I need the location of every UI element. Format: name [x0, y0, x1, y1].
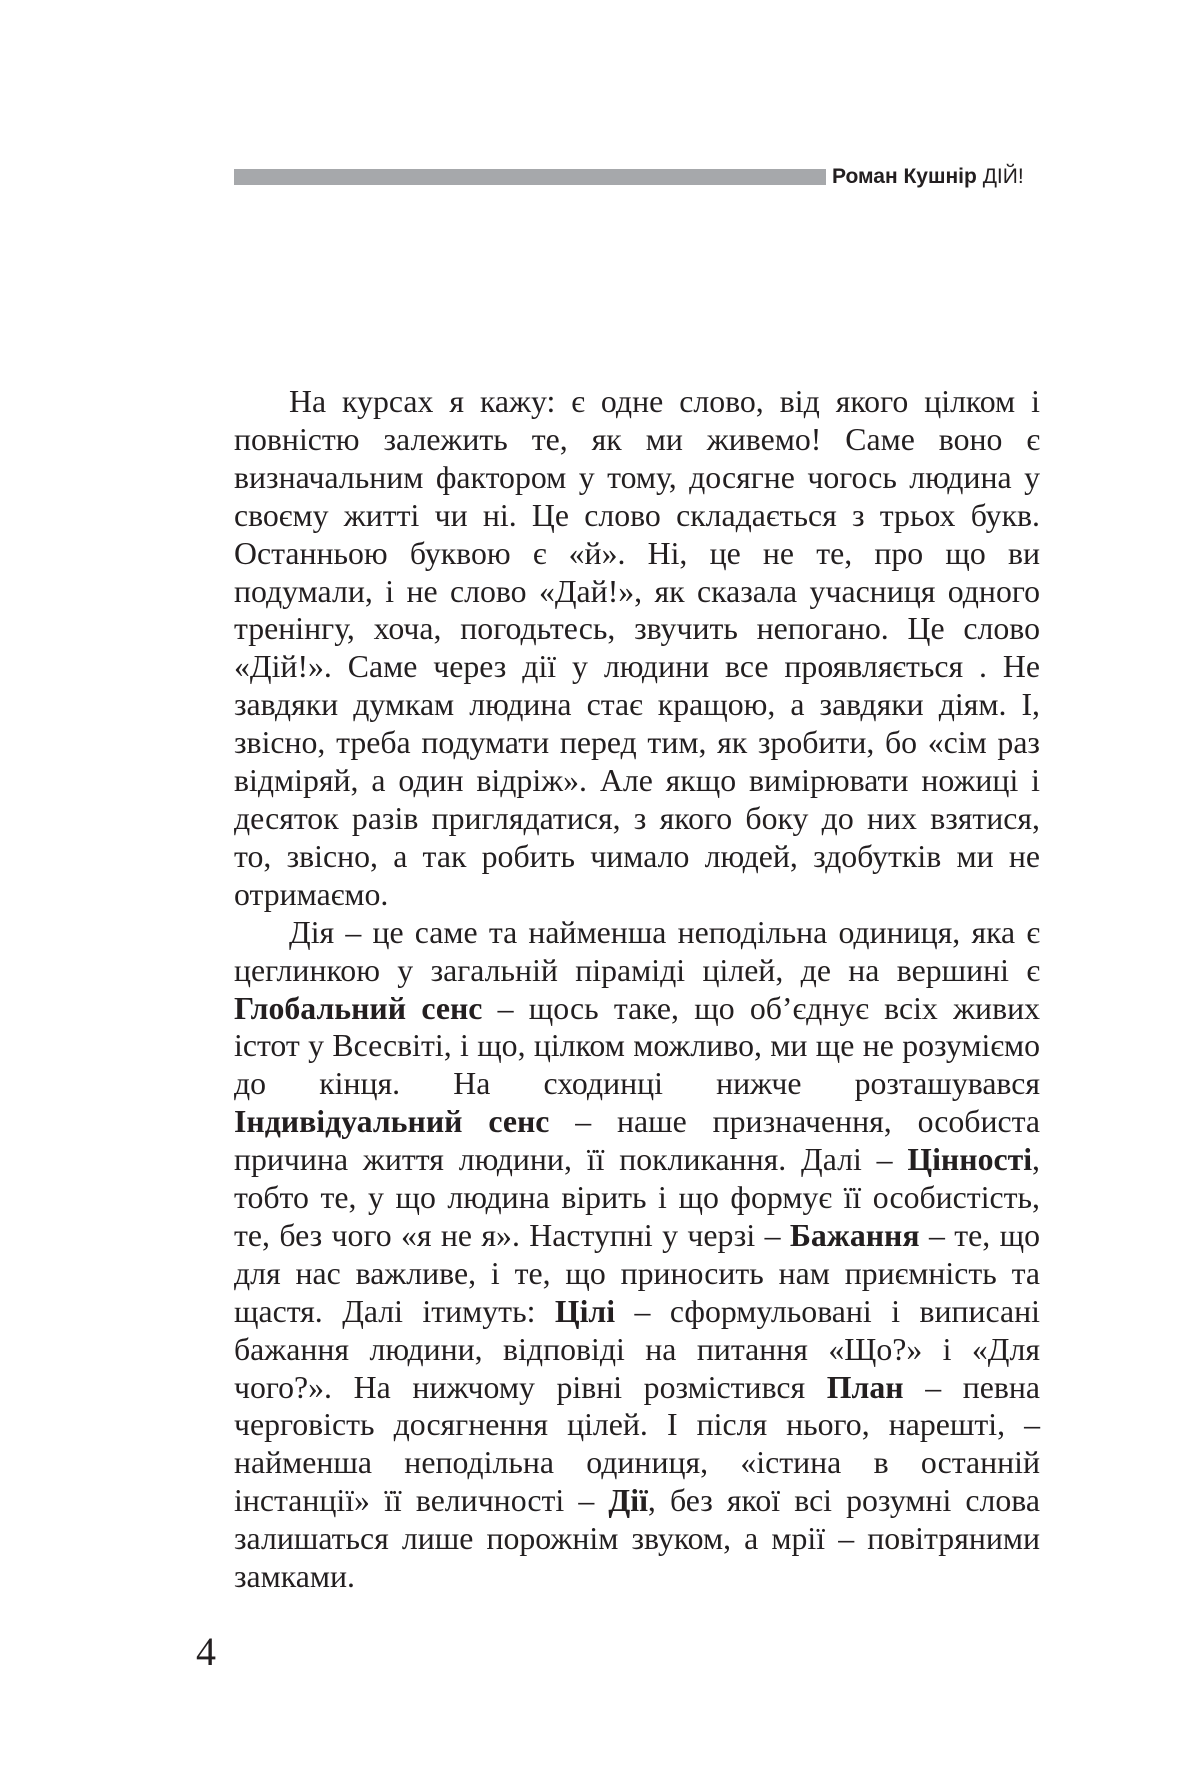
page-number: 4 — [196, 1629, 216, 1674]
paragraph — [234, 914, 1040, 1596]
text-run: , тобто те, у що людина вірить і що формує її особистість, те, без чого «я не я». Наступні у черзі – — [234, 1142, 1040, 1253]
bold-term: Дії — [608, 1483, 648, 1519]
running-head — [832, 162, 1024, 192]
text-run: На курсах я кажу: є одне слово, від якого цілком і повністю залежить те, як ми живемо! Саме воно є визначальним фактором у тому, досягне чогось людина у своєму житті чи ні. Це слово складається з трьох букв. Останньою буквою є «й». Ні, це не те, про що ви подумали, і не слово «Дай!», як сказала учасниця одного тренінгу, хоча, погодьтесь, звучить непогано. Це слово «Дій!». Саме через дії у людини все проявляється . Не завдяки думкам людина стає кращою, а завдяки діям. І, звісно, треба подумати перед тим, як зробити, бо «сім раз відміряй, а один відріж». Але якщо вимірювати ножиці і десяток разів приглядатися, з якого боку до них взятися, то, звісно, а так робить чимало людей, здобутків ми не отримаємо. — [234, 384, 1040, 912]
text-run: – те, що для нас важливе, і те, що приносить нам приємність та щастя. Далі ітимуть: — [234, 1217, 1040, 1329]
bold-term: Глобальний сенс — [234, 990, 483, 1026]
text-run: – певна черговість досягнення цілей. І після нього, нарешті, – найменша неподільна одиниця, «істина в останній інстанції» її величності – — [234, 1369, 1040, 1519]
book-title: ДІЙ! — [982, 165, 1024, 188]
paragraph — [234, 383, 1040, 914]
text-run: – наше призначення, особиста причина життя людини, її покликання. Далі – — [234, 1104, 1040, 1178]
text-run: – сформульовані і виписані бажання людини, відповіді на питання «Що?» і «Для чого?». На нижчому рівні розмістився — [234, 1293, 1040, 1405]
text-run: – щось таке, що об’єднує всіх живих істот у Всесвіті, і що, цілком можливо, ми ще не розуміємо до кінця. На сходинці нижче розташувався — [234, 990, 1041, 1102]
bold-term: Індивідуальний сенс — [234, 1104, 550, 1140]
bold-term: Цілі — [554, 1293, 616, 1329]
text-run: Дія – це саме та найменша неподільна одиниця, яка є цеглинкою у загальній піраміді цілей, де на вершині є — [234, 914, 1040, 988]
bold-term: План — [826, 1369, 904, 1405]
body-text — [234, 383, 1040, 1596]
text-run: , без якої всі розумні слова залишаться лише порожнім звуком, а мрії – повітряними замками. — [234, 1483, 1040, 1595]
author-name: Роман Кушнір — [832, 165, 977, 188]
bold-term: Цінності — [907, 1142, 1033, 1178]
bold-term: Бажання — [789, 1217, 920, 1253]
header-rule — [234, 169, 826, 185]
